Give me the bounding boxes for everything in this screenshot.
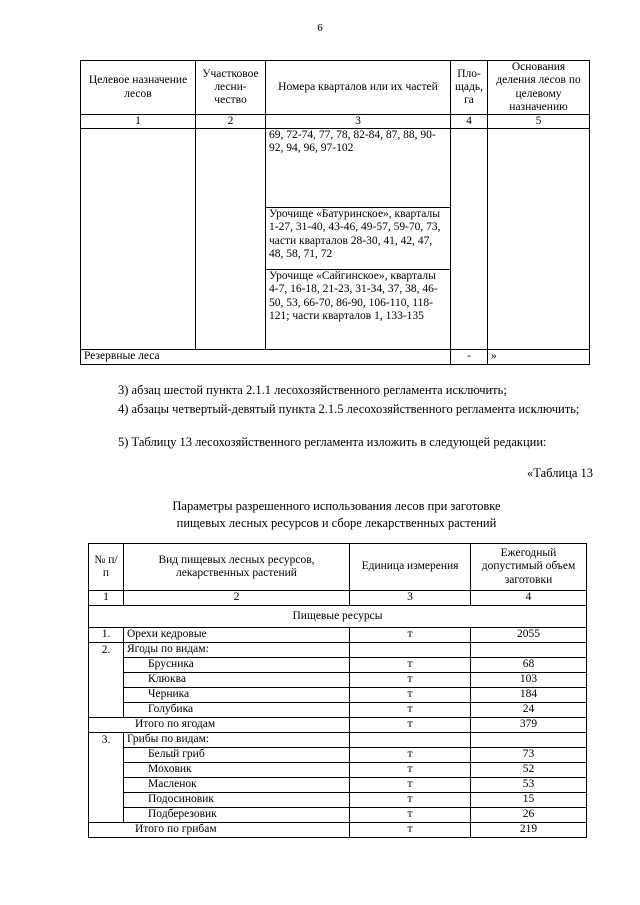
food-resources-table bbox=[88, 543, 587, 838]
col-number: 4 bbox=[451, 115, 488, 129]
header-cell: Ежегодный допустимый объем заготовки bbox=[471, 544, 587, 591]
col-number: 1 bbox=[89, 591, 124, 606]
table-row bbox=[81, 129, 590, 208]
table-row: 1. Орехи кедровые т 2055 bbox=[89, 628, 587, 643]
reserve-basis: » bbox=[488, 350, 590, 365]
col-number: 2 bbox=[196, 115, 266, 129]
reserve-row bbox=[81, 350, 590, 365]
paragraph: 3) абзац шестой пункта 2.1.1 лесохозяйственного регламента исключить; bbox=[118, 383, 507, 397]
total-row: Итого по ягодам т 379 bbox=[89, 718, 587, 733]
quarter-block: Урочище «Сайгинское», кварталы 4-7, 16-18, 21-23, 31-34, 37, 38, 46-50, 53, 66-70, 86-90, 106-110, 118-121; части кварталов 1, 133-135 bbox=[266, 270, 451, 350]
table-row: Масленок т 53 bbox=[89, 778, 587, 793]
table-row: Черника т 184 bbox=[89, 688, 587, 703]
table-row: Голубика т 24 bbox=[89, 703, 587, 718]
header-cell: № п/п bbox=[89, 544, 124, 591]
paragraph: 5) Таблицу 13 лесохозяйственного регламента изложить в следующей редакции: bbox=[118, 435, 547, 449]
forest-purpose-table bbox=[80, 60, 590, 365]
header-cell: Вид пищевых лесных ресурсов, лекарственных растений bbox=[124, 544, 350, 591]
table-row: Клюква т 103 bbox=[89, 673, 587, 688]
table-header-row bbox=[89, 544, 587, 591]
header-cell: Основания деления лесов по целевому назначению bbox=[488, 61, 590, 115]
reserve-area: - bbox=[451, 350, 488, 365]
table-row: Подосиновик т 15 bbox=[89, 793, 587, 808]
table-caption-line: пищевых лесных ресурсов и сборе лекарственных растений bbox=[176, 516, 497, 530]
page-number: 6 bbox=[317, 22, 323, 34]
table-row: Подберезовик т 26 bbox=[89, 808, 587, 823]
column-number-row bbox=[89, 591, 587, 606]
reserve-label: Резервные леса bbox=[81, 350, 451, 365]
column-number-row bbox=[81, 115, 590, 129]
paragraph: 4) абзацы четвертый-девятый пункта 2.1.5 лесохозяйственного регламента исключить; bbox=[118, 402, 580, 416]
quarter-block: Урочище «Батуринское», кварталы 1-27, 31-40, 43-46, 49-57, 59-70, 73, части кварталов 28-30, 41, 42, 47, 48, 58, 71, 72 bbox=[266, 208, 451, 270]
header-cell: Целевое назначение лесов bbox=[81, 61, 196, 115]
table-row: Моховик т 52 bbox=[89, 763, 587, 778]
col-number: 1 bbox=[81, 115, 196, 129]
col-number: 4 bbox=[471, 591, 587, 606]
section-row bbox=[89, 606, 587, 628]
col-number: 3 bbox=[266, 115, 451, 129]
col-number: 2 bbox=[124, 591, 350, 606]
table-header-row bbox=[81, 61, 590, 115]
table-row: Белый гриб т 73 bbox=[89, 748, 587, 763]
quarter-block: 69, 72-74, 77, 78, 82-84, 87, 88, 90-92, 94, 96, 97-102 bbox=[266, 129, 451, 208]
col-number: 3 bbox=[350, 591, 471, 606]
header-cell: Номера кварталов или их частей bbox=[266, 61, 451, 115]
table-row: 2. Ягоды по видам: bbox=[89, 643, 587, 658]
col-number: 5 bbox=[488, 115, 590, 129]
table-row: 3. Грибы по видам: bbox=[89, 733, 587, 748]
header-cell: Единица измерения bbox=[350, 544, 471, 591]
total-row: Итого по грибам т 219 bbox=[89, 823, 587, 838]
header-cell: Пло-щадь, га bbox=[451, 61, 488, 115]
section-title: Пищевые ресурсы bbox=[89, 606, 587, 628]
header-cell: Участковое лесни-чество bbox=[196, 61, 266, 115]
table-row: Брусника т 68 bbox=[89, 658, 587, 673]
table-caption-line: Параметры разрешенного использования лесов при заготовке bbox=[172, 499, 501, 513]
table-label: «Таблица 13 bbox=[527, 466, 593, 480]
